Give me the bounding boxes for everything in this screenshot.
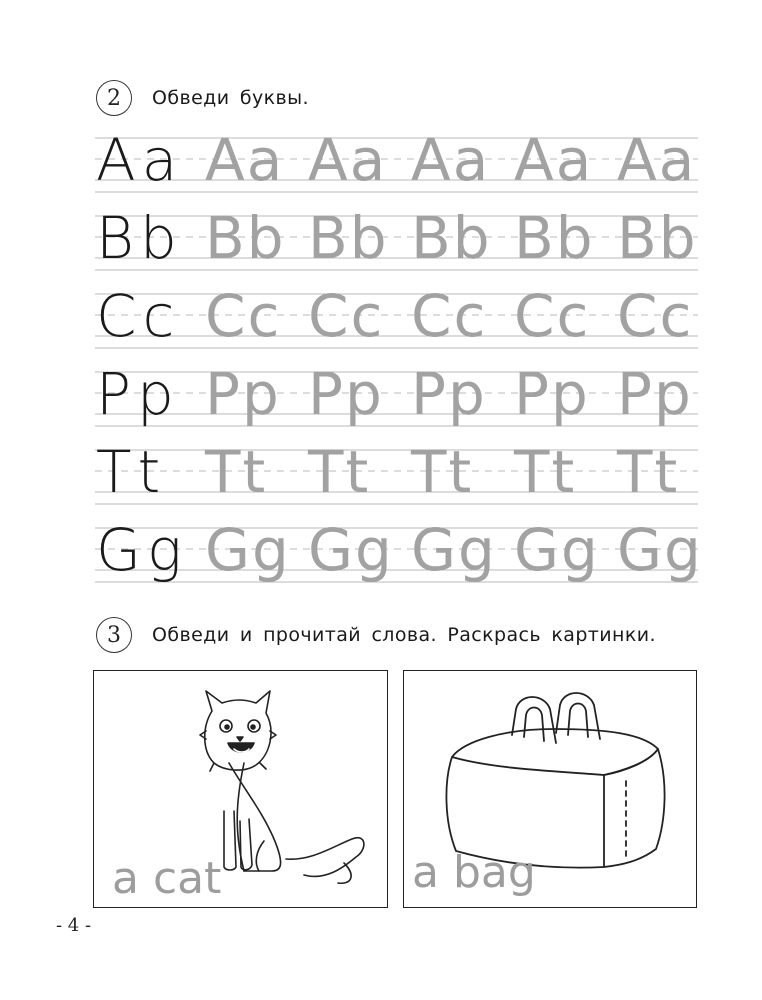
trace-letters[interactable]: Pp bbox=[205, 360, 279, 428]
letter-row-b bbox=[95, 204, 698, 272]
trace-letters[interactable]: Bb bbox=[514, 204, 593, 272]
trace-letters[interactable]: Pp bbox=[617, 360, 691, 428]
trace-letters[interactable]: Cc bbox=[411, 282, 486, 350]
trace-letters[interactable]: Gg bbox=[308, 516, 392, 584]
letter-row-a bbox=[95, 126, 698, 194]
trace-letters[interactable]: Gg bbox=[205, 516, 289, 584]
task-number-badge: 2 bbox=[96, 80, 132, 116]
task-instruction: Обведи и прочитай слова. Раскрась картинки. bbox=[152, 624, 656, 646]
trace-letters[interactable]: Bb bbox=[617, 204, 696, 272]
word-a-bag: a bag bbox=[412, 847, 536, 898]
model-letters: A a bbox=[96, 126, 178, 194]
page-number: - 4 - bbox=[56, 915, 92, 936]
trace-letters[interactable]: Aa bbox=[205, 126, 283, 194]
trace-letters[interactable]: Tt bbox=[205, 438, 266, 506]
trace-letters[interactable]: Gg bbox=[617, 516, 701, 584]
letter-row-p bbox=[95, 360, 698, 428]
letter-row-g bbox=[95, 516, 701, 584]
word-a-cat: a cat bbox=[112, 853, 222, 904]
trace-letters[interactable]: Bb bbox=[205, 204, 284, 272]
trace-letters[interactable]: Aa bbox=[617, 126, 695, 194]
model-letters: P p bbox=[96, 360, 174, 428]
trace-letters[interactable]: Tt bbox=[411, 438, 472, 506]
trace-letters[interactable]: Cc bbox=[308, 282, 383, 350]
trace-letters[interactable]: Tt bbox=[308, 438, 369, 506]
cat-picture-card[interactable] bbox=[93, 670, 388, 908]
trace-letters[interactable]: Aa bbox=[411, 126, 489, 194]
trace-letters[interactable]: Tt bbox=[617, 438, 678, 506]
task-number-badge: 3 bbox=[96, 617, 132, 653]
trace-letters[interactable]: Gg bbox=[411, 516, 495, 584]
letter-row-t bbox=[95, 438, 698, 506]
task-instruction: Обведи буквы. bbox=[152, 87, 309, 109]
trace-letters[interactable]: Aa bbox=[514, 126, 592, 194]
trace-letters[interactable]: Aa bbox=[308, 126, 386, 194]
trace-letters[interactable]: Cc bbox=[514, 282, 589, 350]
task-3-header bbox=[96, 615, 656, 655]
trace-letters[interactable]: Gg bbox=[514, 516, 598, 584]
trace-letters[interactable]: Tt bbox=[514, 438, 575, 506]
trace-letters[interactable]: Bb bbox=[308, 204, 387, 272]
model-letters: B b bbox=[96, 204, 177, 272]
trace-letters[interactable]: Pp bbox=[411, 360, 485, 428]
model-letters: G g bbox=[96, 516, 182, 584]
trace-letters[interactable]: Pp bbox=[308, 360, 382, 428]
trace-letters[interactable]: Cc bbox=[205, 282, 280, 350]
letter-row-c bbox=[95, 282, 698, 350]
trace-letters[interactable]: Bb bbox=[411, 204, 490, 272]
bag-picture-card[interactable] bbox=[403, 670, 697, 908]
trace-letters[interactable]: Pp bbox=[514, 360, 588, 428]
model-letters: T t bbox=[96, 438, 161, 506]
trace-letters[interactable]: Cc bbox=[617, 282, 692, 350]
model-letters: C c bbox=[96, 282, 175, 350]
